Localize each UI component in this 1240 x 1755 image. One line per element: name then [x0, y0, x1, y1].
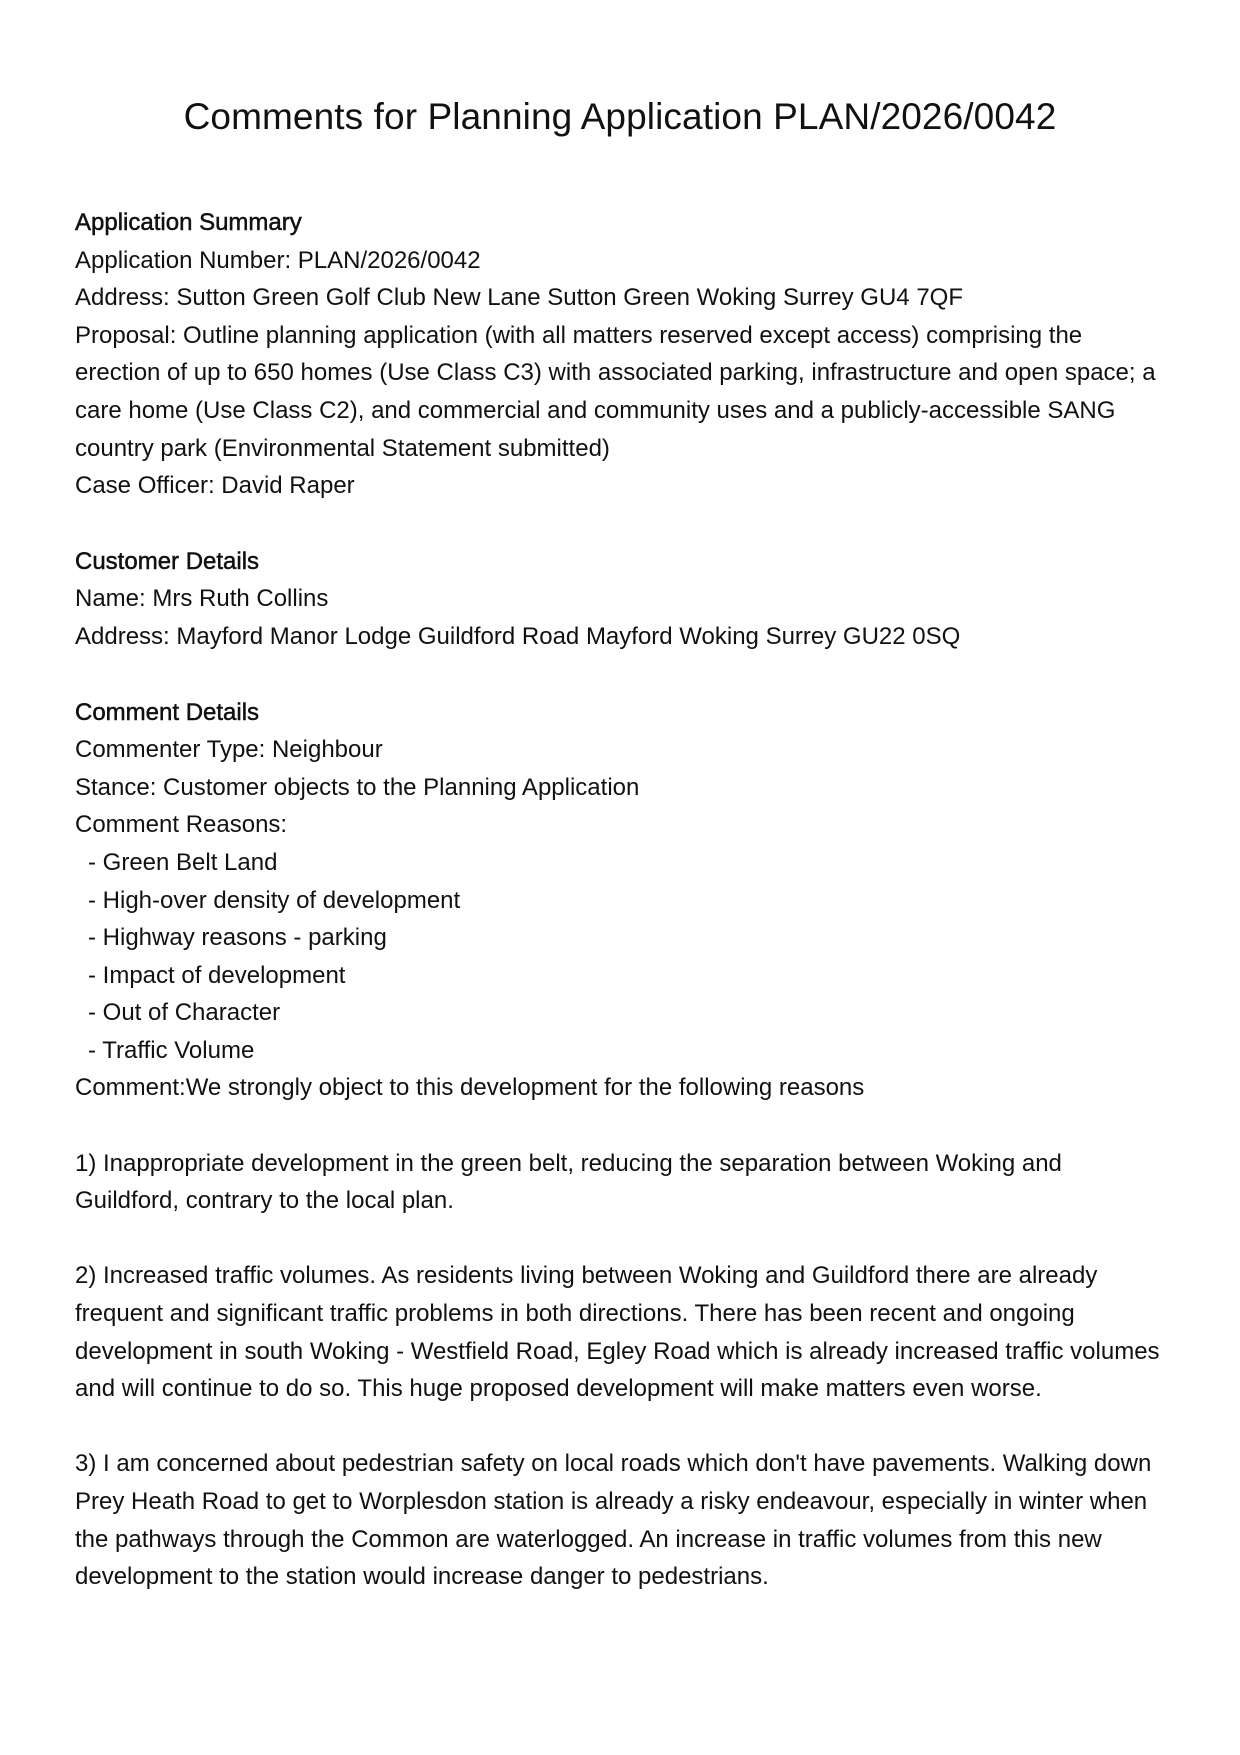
application-number: Application Number: PLAN/2026/0042	[75, 246, 481, 274]
application-summary-heading: Application Summary	[75, 209, 302, 236]
customer-address: Address: Mayford Manor Lodge Guildford Road Mayford Woking Surrey GU22 0SQ	[75, 622, 961, 650]
comment-details-heading: Comment Details	[75, 698, 260, 726]
commenter-type: Commenter Type: Neighbour	[75, 736, 383, 764]
comment-paragraph: 1) Inappropriate development in the green belt, reducing the separation between Woking and Guildford, contrary to the local plan.	[75, 1149, 1062, 1215]
application-address: Address: Sutton Green Golf Club New Lane Sutton Green Woking Surrey GU4 7QF	[75, 284, 963, 312]
comment-reason: - Traffic Volume	[88, 1036, 255, 1064]
page-title: Comments for Planning Application PLAN/2026/0042	[183, 96, 1057, 137]
comment-reason: - High-over density of development	[88, 886, 461, 914]
stance: Stance: Customer objects to the Planning Application	[75, 773, 640, 801]
comment-reason: - Impact of development	[88, 961, 346, 989]
case-officer: Case Officer: David Raper	[75, 472, 355, 500]
comment-intro: Comment:We strongly object to this development for the following reasons	[75, 1074, 865, 1102]
customer-details-section	[75, 543, 1165, 656]
customer-name: Name: Mrs Ruth Collins	[75, 585, 329, 613]
comment-details-section	[75, 694, 1165, 1596]
comment-reason: - Green Belt Land	[88, 848, 278, 876]
comment-reason: - Highway reasons - parking	[88, 924, 387, 952]
application-proposal: Proposal: Outline planning application (with all matters reserved except access) comprising the erection of up to 650 homes (Use Class C3) with associated parking, infrastructure and open space; a care home (Use Class C2), and commercial and community uses and a publicly-accessible SANG country park (Environmental Statement submitted)	[75, 321, 1156, 462]
comment-paragraph: 2) Increased traffic volumes. As residents living between Woking and Guildford there are already frequent and significant traffic problems in both directions. There has been recent and ongoing development in south Woking - Westfield Road, Egley Road which is already increased traffic volumes and will continue to do so. This huge proposed development will make matters even worse.	[75, 1262, 1160, 1403]
application-summary-section	[75, 204, 1165, 505]
comment-reasons-label: Comment Reasons:	[75, 811, 288, 839]
customer-details-heading: Customer Details	[75, 547, 260, 575]
comment-reason: - Out of Character	[88, 999, 281, 1027]
comment-paragraph: 3) I am concerned about pedestrian safety on local roads which don't have pavements. Walking down Prey Heath Road to get to Worplesdon station is already a risky endeavour, especially in winter when the pathways through the Common are waterlogged. An increase in traffic volumes from this new development to the station would increase danger to pedestrians.	[75, 1450, 1152, 1591]
